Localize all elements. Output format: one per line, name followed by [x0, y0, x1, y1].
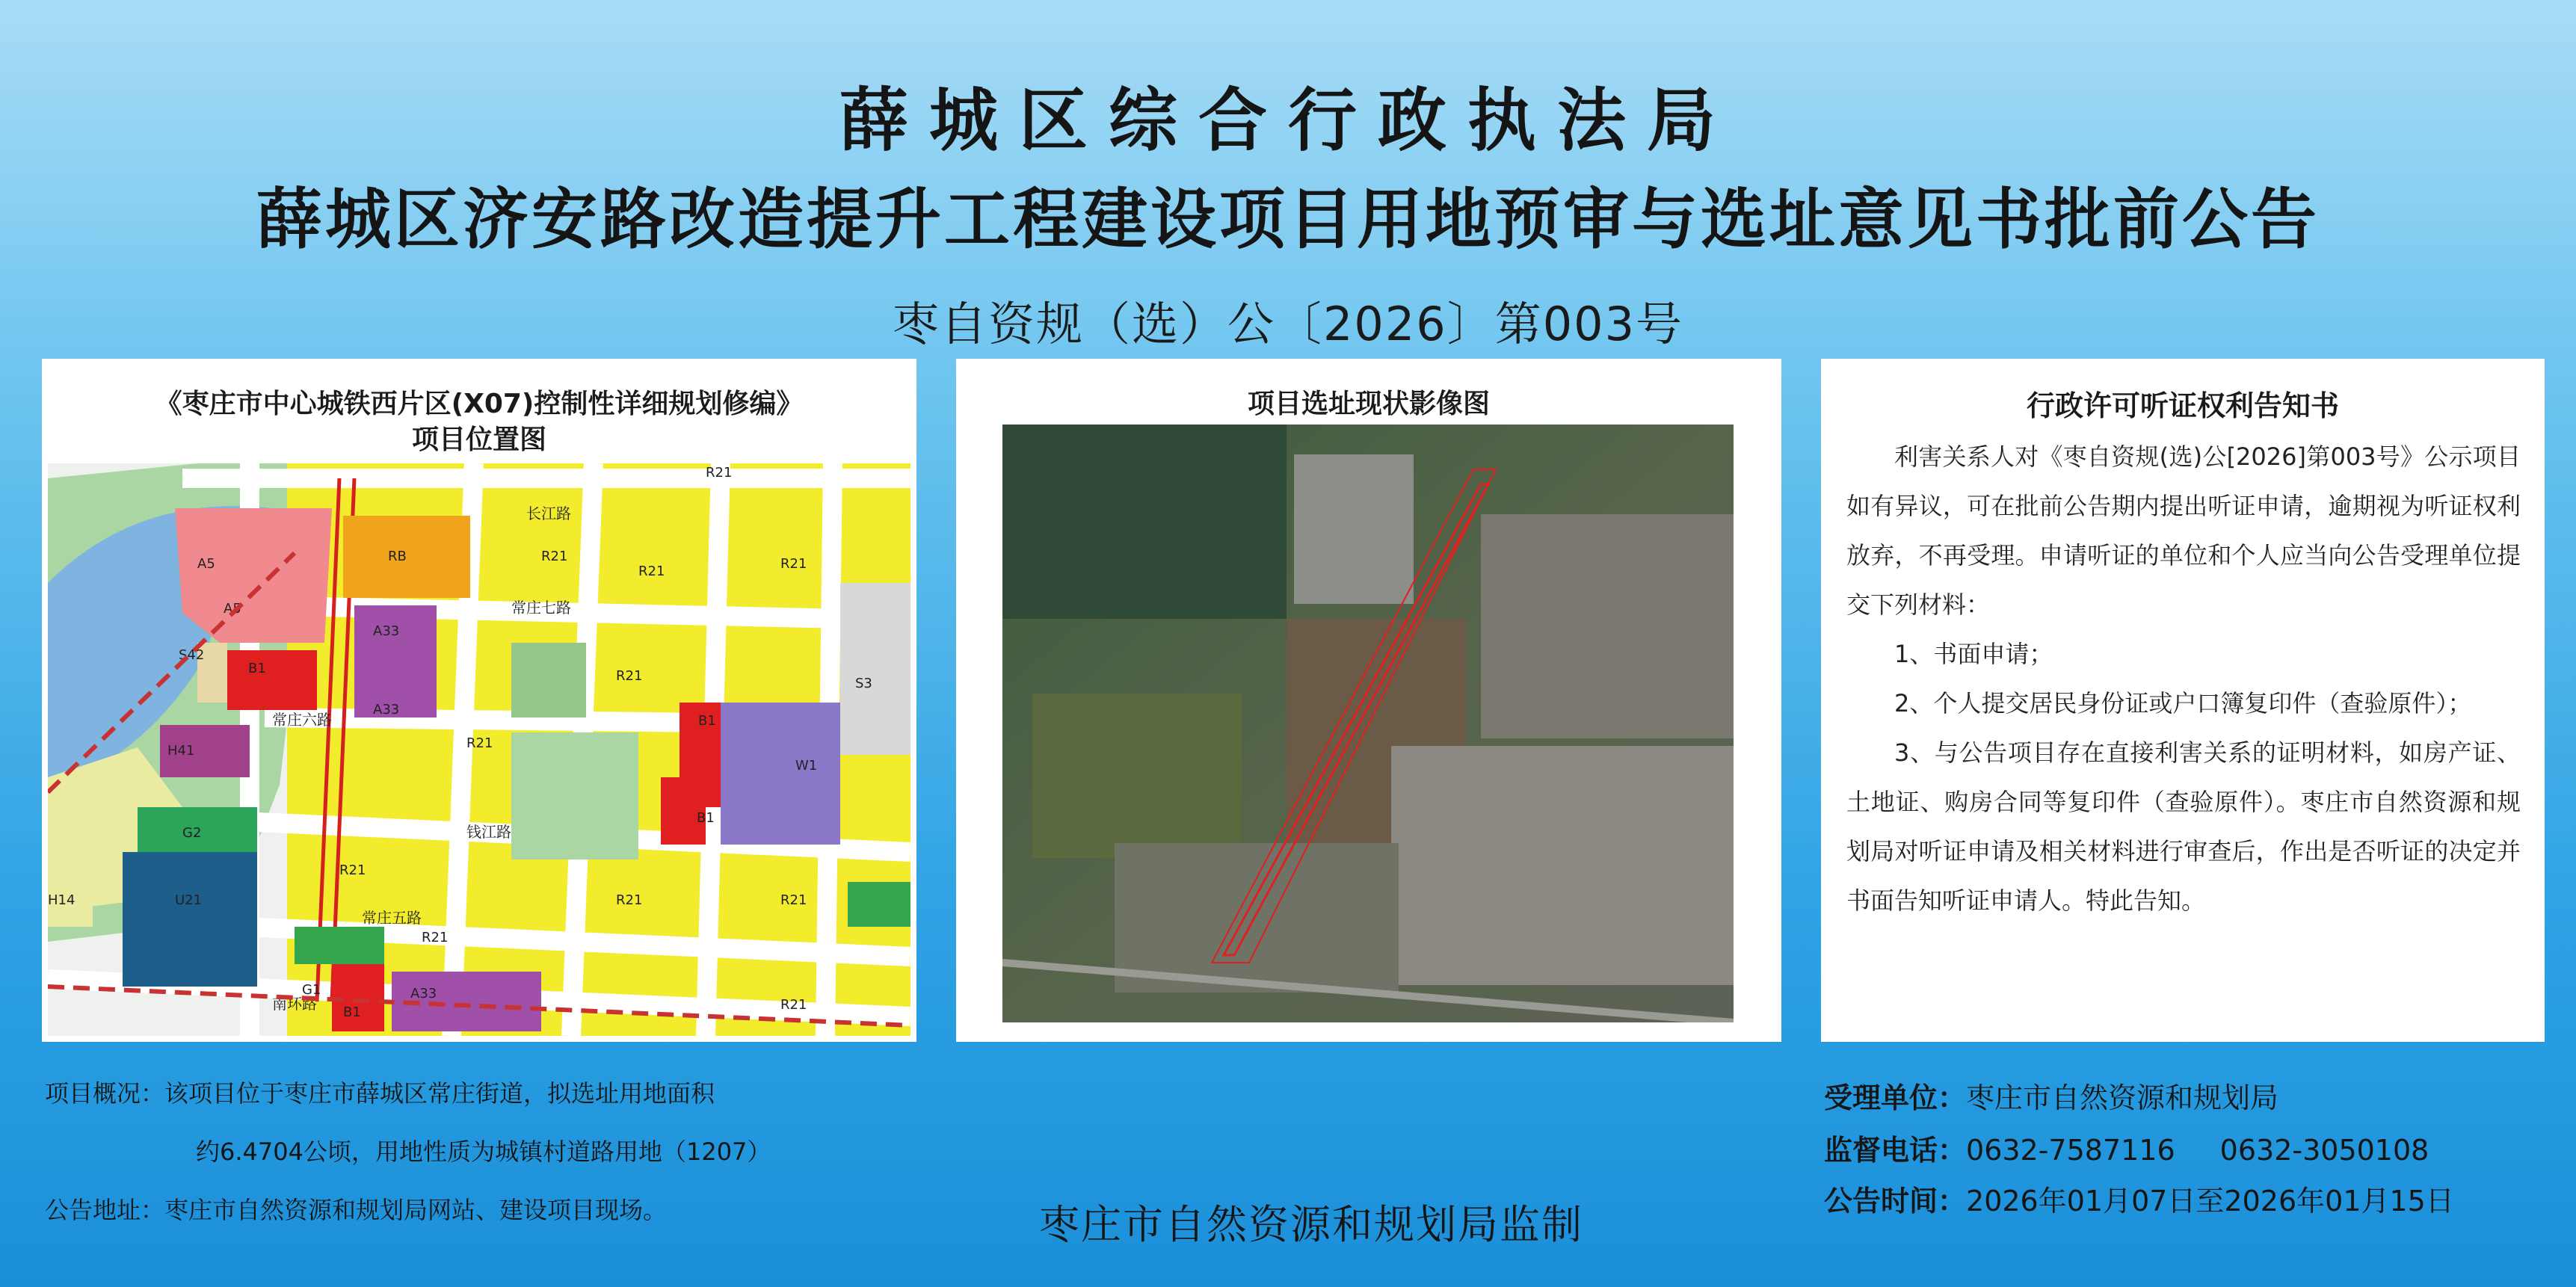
supervisor-footer: 枣庄市自然资源和规划局监制	[1039, 1201, 1583, 1248]
phone-1: 0632-7587116	[1966, 1134, 2175, 1167]
period-value: 2026年01月07日至2026年01月15日	[1966, 1185, 2454, 1217]
svg-text:R21: R21	[780, 997, 807, 1013]
svg-text:A33: A33	[373, 702, 400, 717]
accepting-unit	[1824, 1075, 2278, 1116]
svg-text:H41: H41	[167, 743, 195, 759]
satellite-graphic	[1002, 425, 1734, 1022]
satellite-image	[1002, 425, 1734, 1022]
svg-text:G1: G1	[302, 982, 321, 998]
overview-line-1: 项目概况：该项目位于枣庄市薛城区常庄街道，拟选址用地面积	[45, 1079, 715, 1108]
planning-map	[48, 463, 910, 1036]
svg-text:W1: W1	[795, 758, 818, 774]
svg-text:S42: S42	[179, 647, 205, 663]
agency-title: 薛城区综合行政执法局	[839, 81, 1737, 161]
svg-text:常庄五路: 常庄五路	[362, 909, 422, 927]
svg-text:A33: A33	[373, 623, 400, 639]
planning-map-subtitle: 项目位置图	[411, 425, 546, 455]
svg-text:长江路: 长江路	[526, 504, 571, 522]
svg-text:S3: S3	[855, 676, 872, 691]
document-number: 枣自资规（选）公〔2026〕第003号	[892, 297, 1684, 351]
notice-item-1: 1、书面申请；	[1894, 640, 2053, 668]
svg-text:R21: R21	[422, 930, 449, 945]
svg-text:R21: R21	[339, 862, 366, 878]
svg-text:A5: A5	[224, 601, 241, 617]
notice-item-2: 2、个人提交居民身份证或户口簿复印件（查验原件）；	[1894, 689, 2472, 717]
svg-text:A5: A5	[197, 556, 215, 572]
svg-text:R21: R21	[780, 556, 807, 572]
planning-map-title: 《枣庄市中心城铁西片区(X07)控制性详细规划修编》	[155, 389, 804, 419]
supervision-phone	[1824, 1127, 2429, 1168]
svg-text:A33: A33	[410, 986, 437, 1001]
notice-item-3: 3、与公告项目存在直接利害关系的证明材料，如房产证、土地证、购房合同等复印件（查验原件）。枣庄市自然资源和规划局对听证申请及相关材料进行审查后，作出是否听证的决定并书面告知听证申请人。特此告知。	[1846, 738, 2521, 915]
phone-label: 监督电话：	[1824, 1134, 1967, 1167]
svg-text:R21: R21	[616, 892, 643, 908]
svg-text:G2: G2	[182, 825, 202, 841]
notice-body	[1846, 432, 2521, 925]
planning-map-graphic	[48, 463, 910, 1036]
svg-text:R21: R21	[541, 549, 568, 564]
phone-2: 0632-3050108	[2219, 1134, 2429, 1167]
svg-text:RB: RB	[388, 549, 407, 564]
svg-text:常庄六路: 常庄六路	[272, 711, 332, 729]
svg-text:B1: B1	[698, 713, 716, 729]
satellite-title: 项目选址现状影像图	[1247, 389, 1490, 419]
announcement-address: 公告地址：枣庄市自然资源和规划局网站、建设项目现场。	[45, 1196, 668, 1224]
svg-text:R21: R21	[616, 668, 643, 684]
svg-text:U21: U21	[175, 892, 203, 908]
svg-text:R21: R21	[466, 735, 493, 751]
svg-text:R21: R21	[638, 564, 665, 579]
notice-title: 行政许可听证权利告知书	[2026, 389, 2339, 422]
period-label: 公告时间：	[1824, 1185, 1967, 1217]
svg-text:B1: B1	[343, 1004, 361, 1020]
announcement-period	[1824, 1178, 2454, 1219]
announcement-title: 薛城区济安路改造提升工程建设项目用地预审与选址意见书批前公告	[256, 181, 2320, 258]
accepting-unit-value: 枣庄市自然资源和规划局	[1966, 1081, 2279, 1114]
hearing-notice-panel	[1821, 359, 2545, 1042]
svg-text:钱江路: 钱江路	[466, 823, 511, 841]
notice-paragraph: 利害关系人对《枣自资规(选)公[2026]第003号》公示项目如有异议，可在批前公告期内提出听证申请，逾期视为听证权利放弃，不再受理。申请听证的单位和个人应当向公告受理单位提交下列材料：	[1846, 442, 2521, 619]
svg-text:南环路: 南环路	[272, 995, 317, 1013]
accepting-unit-label: 受理单位：	[1824, 1081, 1967, 1114]
planning-map-panel	[42, 359, 916, 1042]
svg-text:R21: R21	[780, 892, 807, 908]
satellite-panel	[956, 359, 1781, 1042]
svg-text:常庄七路: 常庄七路	[511, 599, 571, 617]
svg-text:B1: B1	[697, 810, 715, 826]
svg-text:R21: R21	[706, 465, 733, 481]
overview-line-2: 约6.4704公顷，用地性质为城镇村道路用地（1207）	[196, 1138, 771, 1166]
svg-text:H14: H14	[48, 892, 76, 908]
svg-text:B1: B1	[248, 661, 266, 676]
